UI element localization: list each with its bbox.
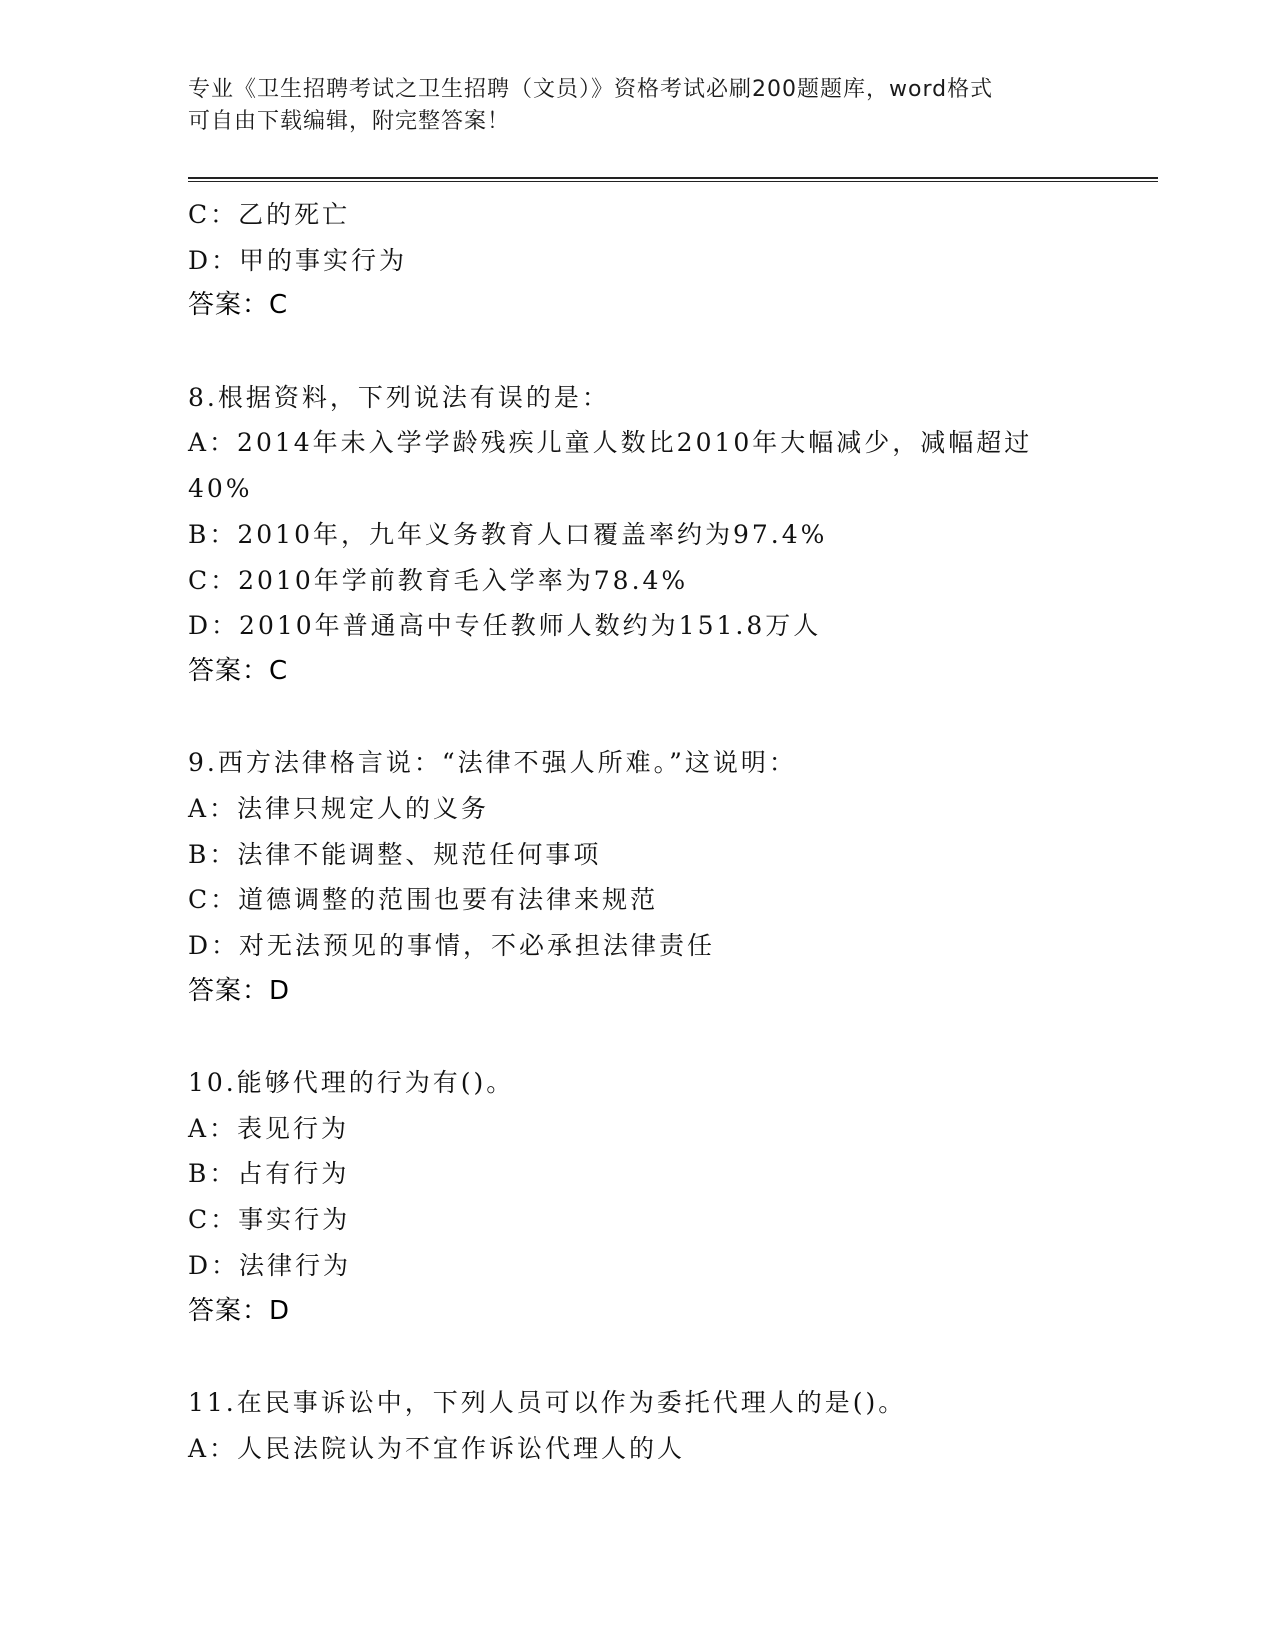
option-b: B：法律不能调整、规范任何事项 bbox=[188, 839, 602, 869]
option-a: A：表见行为 bbox=[188, 1113, 350, 1143]
question-9 bbox=[188, 740, 1088, 1014]
spacer bbox=[188, 1334, 1088, 1380]
option-b: B：2010年，九年义务教育人口覆盖率约为97.4% bbox=[188, 519, 828, 549]
question-text: 9.西方法律格言说：“法律不强人所难。”这说明： bbox=[188, 748, 797, 778]
option-a-continued: 40% bbox=[188, 474, 253, 504]
answer-line: 答案：C bbox=[188, 290, 289, 321]
option-c: C：2010年学前教育毛入学率为78.4% bbox=[188, 565, 689, 595]
option-a: A：2014年未入学学龄残疾儿童人数比2010年大幅减少，减幅超过 bbox=[188, 428, 1033, 458]
option-d: D：法律行为 bbox=[188, 1250, 352, 1280]
header-divider bbox=[188, 177, 1158, 182]
answer-line: 答案：D bbox=[188, 975, 291, 1006]
answer-line: 答案：D bbox=[188, 1295, 291, 1326]
question-11 bbox=[188, 1380, 1088, 1471]
option-c: C：事实行为 bbox=[188, 1205, 351, 1235]
answer-line: 答案：C bbox=[188, 655, 289, 686]
question-8 bbox=[188, 375, 1088, 695]
header-line-1: 专业《卫生招聘考试之卫生招聘（文员）》资格考试必刷200题题库，word格式 bbox=[188, 77, 994, 102]
option-d: D：对无法预见的事情，不必承担法律责任 bbox=[188, 931, 716, 960]
option-d: D：2010年普通高中专任教师人数约为151.8万人 bbox=[188, 611, 822, 641]
option-a: A：法律只规定人的义务 bbox=[188, 793, 490, 823]
option-d: D：甲的事实行为 bbox=[188, 245, 408, 275]
option-b: B：占有行为 bbox=[188, 1159, 350, 1189]
spacer bbox=[188, 329, 1088, 375]
question-text: 11.在民事诉讼中，下列人员可以作为委托代理人的是()。 bbox=[188, 1387, 907, 1417]
question-text: 10.能够代理的行为有()。 bbox=[188, 1068, 515, 1098]
spacer bbox=[188, 695, 1088, 741]
option-c: C：道德调整的范围也要有法律来规范 bbox=[188, 885, 659, 915]
header-line-2: 可自由下载编辑，附完整答案！ bbox=[188, 109, 511, 134]
document-body bbox=[188, 192, 1088, 1471]
spacer bbox=[188, 1014, 1088, 1060]
question-10 bbox=[188, 1060, 1088, 1334]
question-7-remainder bbox=[188, 192, 1088, 329]
page-header bbox=[188, 74, 1088, 138]
option-c: C：乙的死亡 bbox=[188, 200, 351, 229]
option-a: A：人民法院认为不宜作诉讼代理人的人 bbox=[188, 1433, 686, 1463]
question-text: 8.根据资料，下列说法有误的是： bbox=[188, 382, 610, 412]
